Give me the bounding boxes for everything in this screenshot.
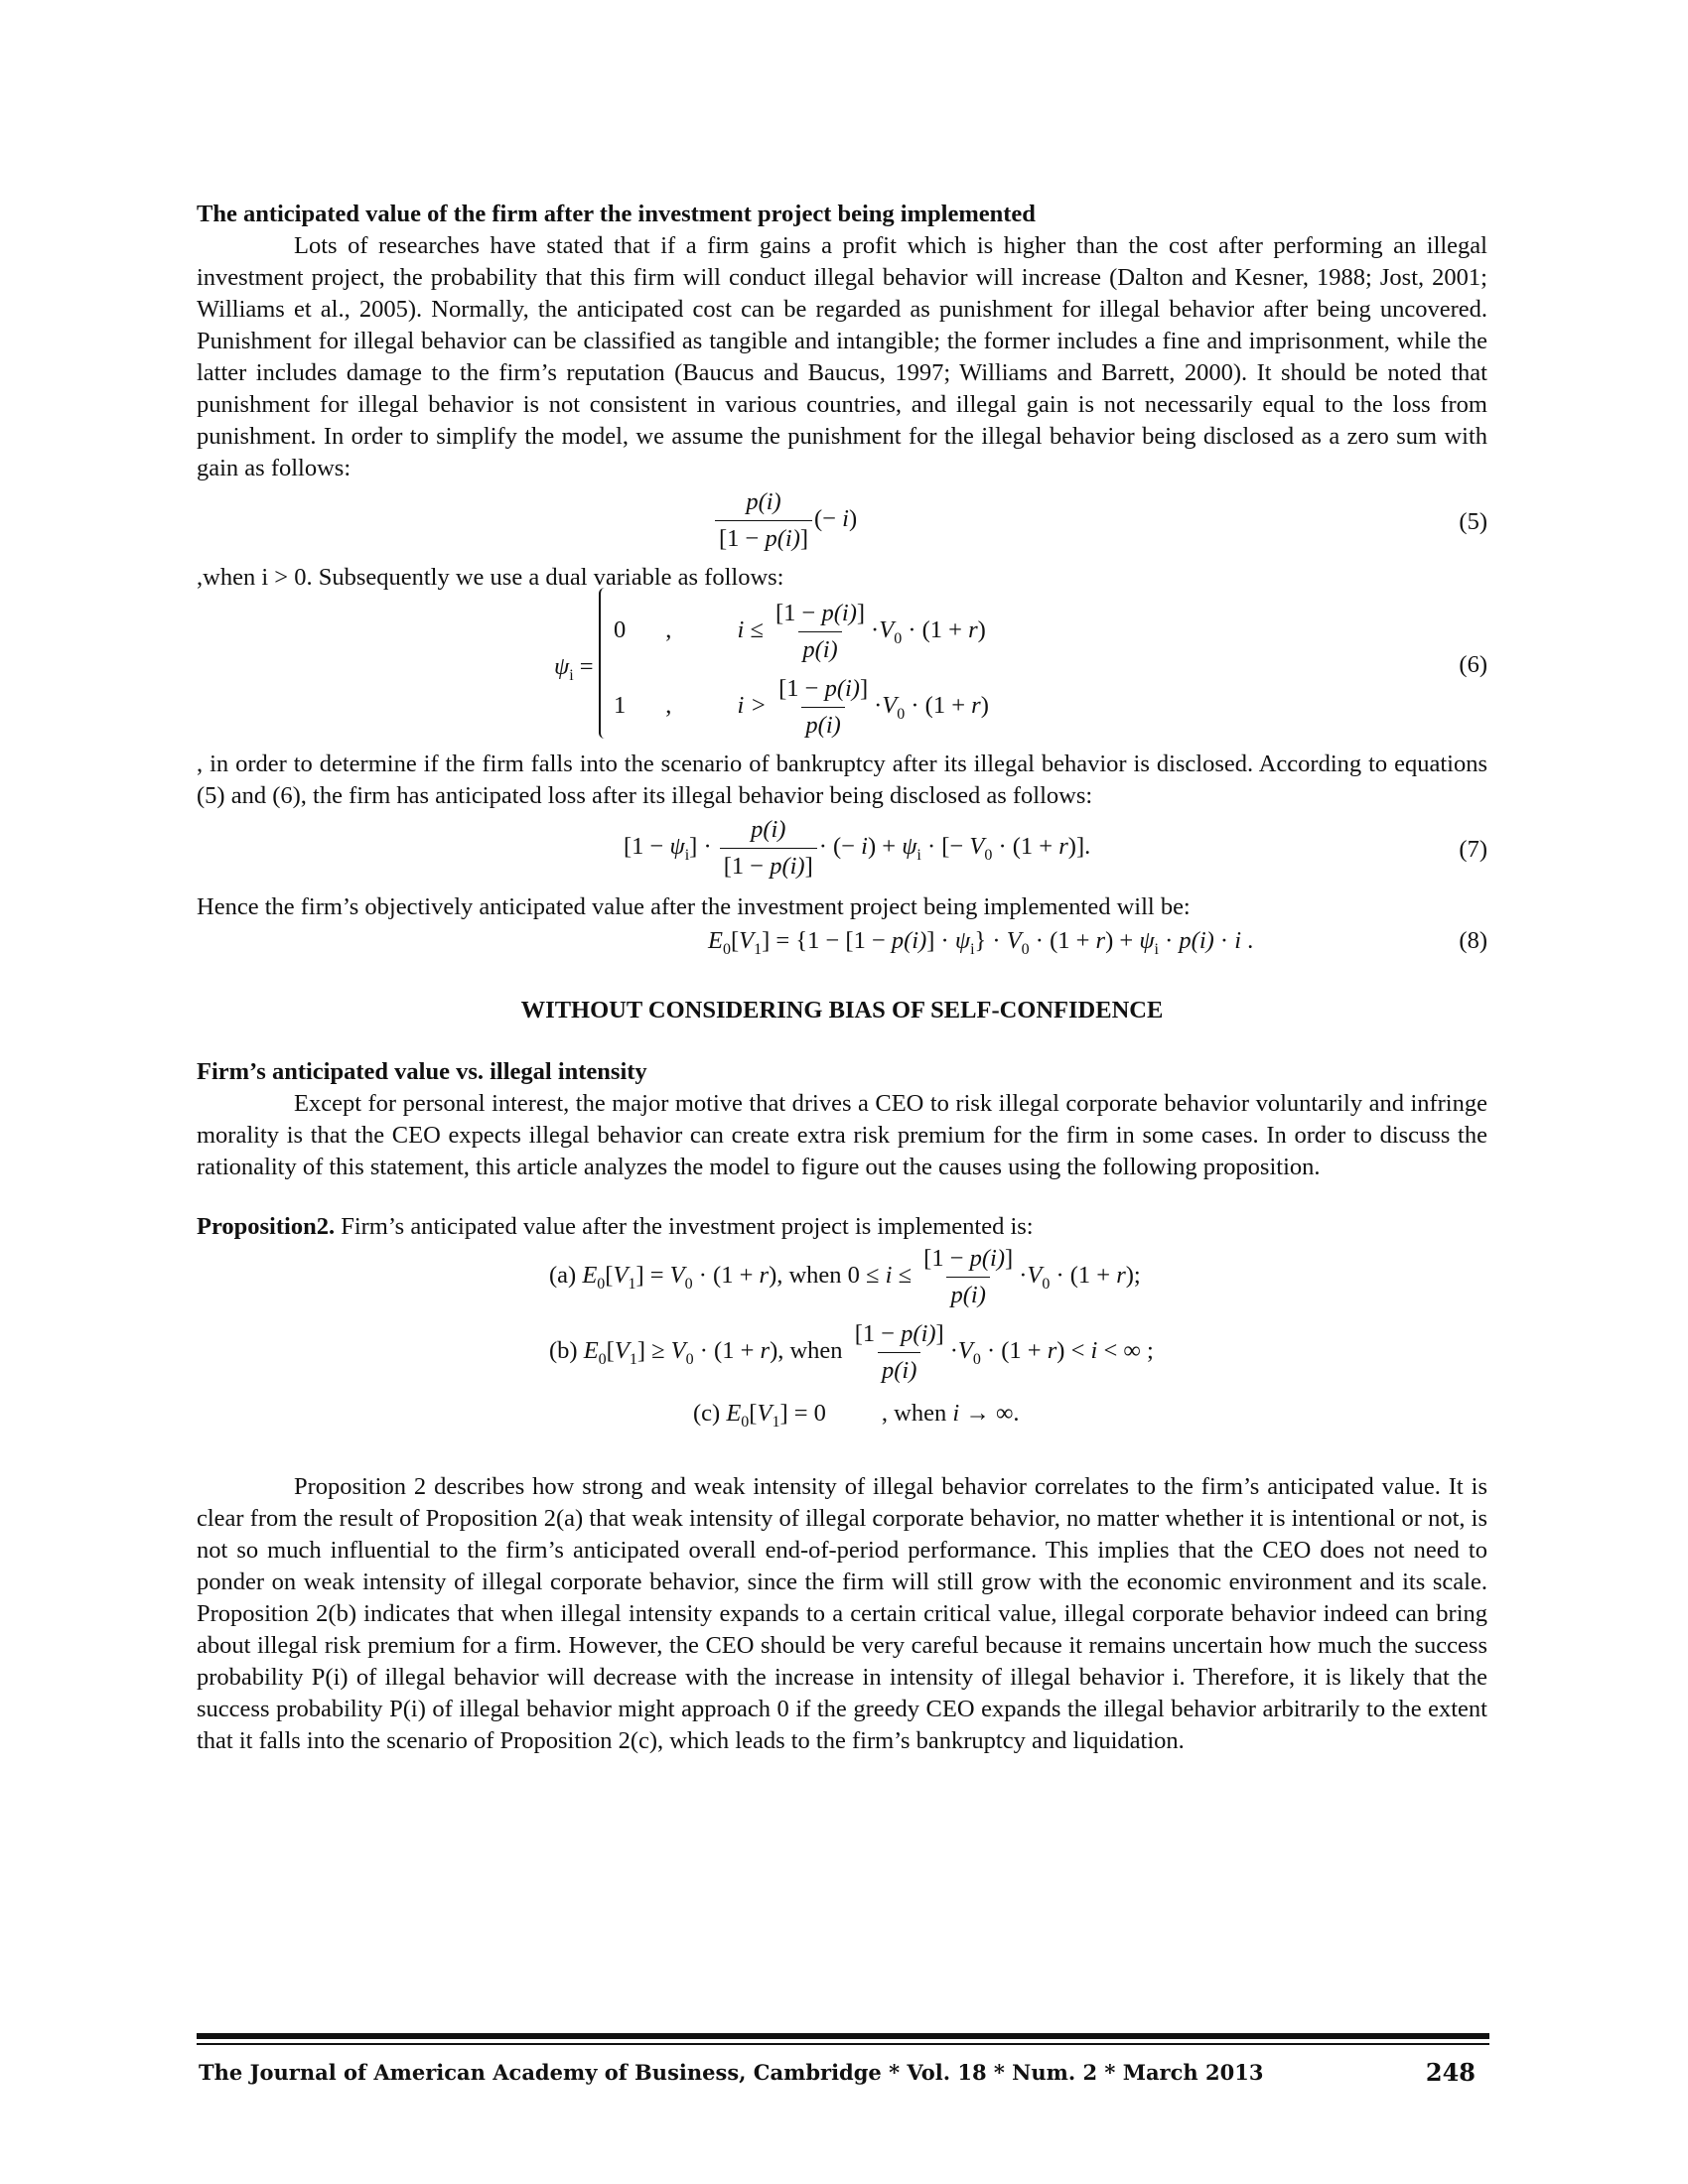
case-label: (a) — [549, 1262, 577, 1290]
page-body — [197, 199, 1487, 1757]
page-number: 248 — [1425, 2058, 1476, 2087]
equation-7: $[1 - \psi_i]$ · $\frac{p(i)}{[1 - p(i)]}$ · (− $i) + \psi_i$ · [− $V_0 \cdot (1 + r)$]. (7) — [197, 812, 1487, 891]
section-title: WITHOUT CONSIDERING BIAS OF SELF-CONFIDENCE — [520, 997, 1164, 1024]
body-paragraph: ,when i > 0. Subsequently we use a dual variable as follows: — [197, 564, 784, 591]
proposition-text: Firm’s anticipated value after the investment project is implemented is: — [335, 1213, 1034, 1240]
body-paragraph: Proposition 2 describes how strong and weak intensity of illegal behavior correlates to the firm’s anticipated value. It is clear from the result of Proposition 2(a) that weak intensity of illegal corporate behavior, no matter whether it is intentional or not, is not so much influential to the firm’s anticipated overall end-of-period performance. This implies that the CEO does not need to ponder on weak intensity of illegal corporate behavior, since the firm will still grow with the economic environment and its scale. Proposition 2(b) indicates that when illegal intensity expands to a certain critical value, illegal corporate behavior indeed can bring about illegal risk premium for a firm. However, the CEO should be very careful because it remains uncertain how much the success probability P(i) of illegal behavior will decrease with the increase in intensity of illegal behavior i. Therefore, it is likely that the success probability P(i) of illegal behavior might approach 0 if the greedy CEO expands the illegal behavior arbitrarily to the extent that it falls into the scenario of Proposition 2(c), which leads to the firm’s bankruptcy and liquidation. — [197, 1473, 1487, 1754]
subsection-heading: Firm’s anticipated value vs. illegal intensity — [197, 1058, 647, 1085]
case-label: (b) — [549, 1337, 578, 1365]
equation-number: (7) — [1459, 836, 1487, 863]
equation-8: $E_0[V_1] = \{1 - [1 - p(i)] \cdot \psi_i\} \cdot V_0 \cdot (1 + r) + \psi_i \cdot p(i) \cdot i$ . (8) — [708, 927, 1487, 958]
proposition-case-a: (a) $E_0[V_1] = V_0 \cdot (1 + r)$, when 0 ≤ i ≤ $\frac{[1 - p(i)]}{p(i)}$ $\cdot V_0 \cdot (1 + r)$; — [197, 1243, 1487, 1318]
equation-6: $\psi_i$ = 0 , i ≤ $\frac{[1 - p(i)]}{p(i)}$ $\cdot V_0 \cdot (1 + r)$ 1 , i > $\frac{[1 - p(i)]}{p(i)}$ $\cdot V_0 \cdot (1 + r)$ (6) — [197, 594, 1487, 743]
equation-number: (5) — [1459, 508, 1487, 535]
proposition-case-c: (c) $E_0[V_1] = 0$ , when i → ∞. — [693, 1400, 1020, 1431]
case-label: (c) — [693, 1400, 721, 1427]
proposition-case-b: (b) $E_0[V_1] \ge V_0 \cdot (1 + r)$, when $\frac{[1 - p(i)]}{p(i)}$ $\cdot V_0 \cdot (1 + r) < i$ < ∞ ; — [197, 1318, 1487, 1398]
equation-5: $\frac{p(i)}{[1 - p(i)]}$ (− i) (5) — [197, 486, 1487, 562]
body-paragraph: Lots of researches have stated that if a firm gains a profit which is higher than the cost after performing an illegal investment project, the probability that this firm will conduct illegal behavior will increase (Dalton and Kesner, 1988; Jost, 2001; Williams et al., 2005). Normally, the anticipated cost can be regarded as punishment for illegal behavior after being uncovered. Punishment for illegal behavior can be classified as tangible and intangible; the former includes a fine and imprisonment, while the latter includes damage to the firm’s reputation (Baucus and Baucus, 1997; Williams and Barrett, 2000). It should be noted that punishment for illegal behavior is not consistent in various countries, and illegal gain is not necessarily equal to the loss from punishment. In order to simplify the model, we assume the punishment for the illegal behavior being disclosed as a zero sum with gain as follows: — [197, 232, 1487, 481]
equation-number: (8) — [1459, 927, 1487, 954]
footer-rule — [197, 2043, 1489, 2045]
body-paragraph: Hence the firm’s objectively anticipated value after the investment project being implemented will be: — [197, 893, 1191, 920]
footer-rule — [197, 2033, 1489, 2039]
body-paragraph: Except for personal interest, the major motive that drives a CEO to risk illegal corporate behavior voluntarily and infringe morality is that the CEO expects illegal behavior can create extra risk premium for the firm in some cases. In order to discuss the rationality of this statement, this article analyzes the model to figure out the causes using the following proposition. — [197, 1090, 1487, 1180]
journal-citation: The Journal of American Academy of Business, Cambridge * Vol. 18 * Num. 2 * March 2013 — [199, 2060, 1264, 2085]
body-paragraph: , in order to determine if the firm falls into the scenario of bankruptcy after its illegal behavior is disclosed. According to equations (5) and (6), the firm has anticipated loss after its illegal behavior being disclosed as follows: — [197, 751, 1487, 809]
proposition-label: Proposition2. — [197, 1213, 336, 1240]
section-heading: The anticipated value of the firm after the investment project being implemented — [197, 201, 1036, 227]
proposition-statement — [197, 1211, 1487, 1243]
page-footer — [199, 2060, 1489, 2085]
equation-number: (6) — [1459, 651, 1487, 678]
